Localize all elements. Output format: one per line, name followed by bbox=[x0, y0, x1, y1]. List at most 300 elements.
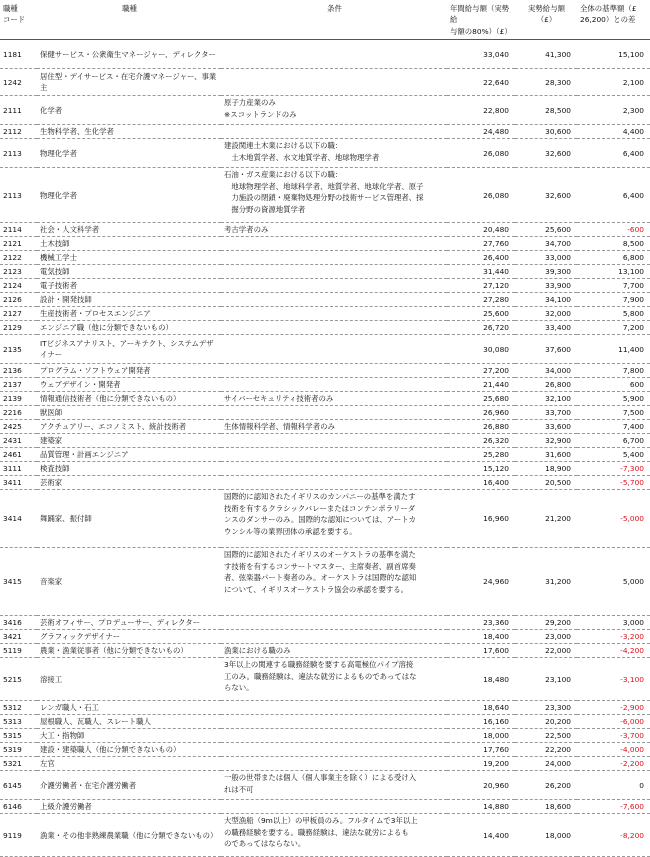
cell-diff: 7,900 bbox=[577, 293, 650, 307]
cell-code: 3421 bbox=[0, 630, 37, 644]
condition-line: 者、弦楽器パート奏者のみ。オーケストラは国際的な認知 bbox=[224, 573, 417, 583]
condition-line: 考古学者のみ bbox=[224, 225, 269, 235]
cell-job: 獣医師 bbox=[37, 406, 221, 420]
cell-salary80: 16,160 bbox=[447, 715, 515, 729]
cell-salary: 20,500 bbox=[515, 476, 577, 490]
cell-diff: 6,700 bbox=[577, 434, 650, 448]
cell-salary80: 18,000 bbox=[447, 729, 515, 743]
cell-salary80: 20,960 bbox=[447, 771, 515, 800]
cell-code: 6146 bbox=[0, 800, 37, 814]
cell-salary: 31,600 bbox=[515, 448, 577, 462]
cell-salary80: 18,400 bbox=[447, 630, 515, 644]
table-row bbox=[0, 335, 650, 364]
cell-diff: 6,400 bbox=[577, 139, 650, 168]
condition-line: 建設関連土木業における以下の職： bbox=[224, 141, 343, 151]
cell-condition bbox=[221, 462, 447, 476]
cell-salary: 23,300 bbox=[515, 701, 577, 715]
cell-code: 5321 bbox=[0, 757, 37, 771]
cell-salary: 25,600 bbox=[515, 223, 577, 237]
table-row bbox=[0, 729, 650, 743]
cell-job: 化学者 bbox=[37, 96, 221, 125]
table-row bbox=[0, 406, 650, 420]
cell-salary: 33,000 bbox=[515, 251, 577, 265]
cell-salary80: 19,200 bbox=[447, 757, 515, 771]
cell-salary80: 26,080 bbox=[447, 139, 515, 168]
cell-code: 2425 bbox=[0, 420, 37, 434]
condition-line: ※スコットランドのみ bbox=[224, 109, 297, 119]
cell-salary80: 25,680 bbox=[447, 392, 515, 406]
cell-condition bbox=[221, 434, 447, 448]
table-row bbox=[0, 279, 650, 293]
table-row bbox=[0, 223, 650, 237]
cell-salary: 26,800 bbox=[515, 378, 577, 392]
cell-salary: 33,700 bbox=[515, 406, 577, 420]
cell-job: 保健サービス・公衆衛生マネージャー、ディレクター bbox=[37, 40, 221, 69]
table-row bbox=[0, 265, 650, 279]
condition-line: 原子力産業のみ bbox=[224, 98, 276, 108]
condition-line: 国際的に認知されたイギリスのオーケストラの基準を満た bbox=[224, 550, 416, 560]
cell-salary80: 26,720 bbox=[447, 321, 515, 335]
cell-salary: 28,500 bbox=[515, 96, 577, 125]
cell-job: 居住型・デイサービス・在宅介護マネージャー、事業主 bbox=[37, 69, 221, 96]
cell-job: 音楽家 bbox=[37, 548, 221, 616]
cell-job: アクチュアリー、エコノミスト、統計技術者 bbox=[37, 420, 221, 434]
table-row bbox=[0, 814, 650, 857]
condition-line: 掘分野の資源地質学者 bbox=[224, 204, 306, 214]
cell-diff: -2,900 bbox=[577, 701, 650, 715]
cell-condition bbox=[221, 251, 447, 265]
cell-salary: 29,200 bbox=[515, 616, 577, 630]
cell-diff: -7,600 bbox=[577, 800, 650, 814]
cell-code: 2431 bbox=[0, 434, 37, 448]
cell-code: 3411 bbox=[0, 476, 37, 490]
header-condition: 条件 bbox=[221, 0, 447, 40]
cell-job: グラフィックデザイナー bbox=[37, 630, 221, 644]
cell-job: 検査技師 bbox=[37, 462, 221, 476]
cell-salary: 32,900 bbox=[515, 434, 577, 448]
cell-salary: 33,600 bbox=[515, 420, 577, 434]
cell-condition bbox=[221, 293, 447, 307]
cell-diff: 2,300 bbox=[577, 96, 650, 125]
cell-job: 介護労働者・在宅介護労働者 bbox=[37, 771, 221, 800]
table-row bbox=[0, 462, 650, 476]
table-row bbox=[0, 548, 650, 616]
cell-salary: 21,200 bbox=[515, 490, 577, 548]
cell-job: 電子技術者 bbox=[37, 279, 221, 293]
cell-salary80: 17,760 bbox=[447, 743, 515, 757]
cell-salary80: 27,760 bbox=[447, 237, 515, 251]
cell-condition bbox=[221, 771, 447, 800]
condition-line: 石油・ガス産業における以下の職： bbox=[224, 170, 343, 180]
table-row bbox=[0, 251, 650, 265]
cell-code: 2121 bbox=[0, 237, 37, 251]
cell-salary: 33,400 bbox=[515, 321, 577, 335]
table-row bbox=[0, 800, 650, 814]
cell-condition bbox=[221, 729, 447, 743]
table-row bbox=[0, 364, 650, 378]
table-row bbox=[0, 701, 650, 715]
condition-line: ウンシル等の業界団体の承認を要する。 bbox=[224, 526, 357, 536]
cell-job: 電気技師 bbox=[37, 265, 221, 279]
table-row bbox=[0, 630, 650, 644]
cell-salary: 32,000 bbox=[515, 307, 577, 321]
cell-salary: 18,000 bbox=[515, 814, 577, 857]
cell-code: 5315 bbox=[0, 729, 37, 743]
cell-condition bbox=[221, 223, 447, 237]
table-row bbox=[0, 40, 650, 69]
cell-diff: 6,800 bbox=[577, 251, 650, 265]
cell-salary: 37,600 bbox=[515, 335, 577, 364]
cell-salary80: 15,120 bbox=[447, 462, 515, 476]
cell-condition bbox=[221, 237, 447, 251]
table-row bbox=[0, 168, 650, 223]
table-row bbox=[0, 476, 650, 490]
cell-salary: 22,500 bbox=[515, 729, 577, 743]
cell-job: 機械工学士 bbox=[37, 251, 221, 265]
cell-condition bbox=[221, 644, 447, 658]
condition-line: れは不可 bbox=[224, 784, 254, 794]
header-salary80: 年間給与額（実勢給 与額の80%）（£） bbox=[447, 0, 515, 40]
condition-line: 工のみ。職務経験は、違法な就労によるものであってはな bbox=[224, 671, 417, 681]
cell-condition bbox=[221, 743, 447, 757]
cell-salary: 28,300 bbox=[515, 69, 577, 96]
table-row bbox=[0, 237, 650, 251]
cell-code: 2129 bbox=[0, 321, 37, 335]
condition-line: 一般の世帯または個人（個人事業主を除く）による受け入 bbox=[224, 773, 417, 783]
cell-salary80: 17,600 bbox=[447, 644, 515, 658]
table-row bbox=[0, 490, 650, 548]
cell-job: 情報通信技術者（他に分類できないもの） bbox=[37, 392, 221, 406]
cell-salary80: 26,400 bbox=[447, 251, 515, 265]
table-row bbox=[0, 715, 650, 729]
cell-salary80: 26,080 bbox=[447, 168, 515, 223]
cell-salary: 22,200 bbox=[515, 743, 577, 757]
cell-condition bbox=[221, 448, 447, 462]
cell-salary80: 16,400 bbox=[447, 476, 515, 490]
cell-diff: 5,900 bbox=[577, 392, 650, 406]
cell-salary: 33,900 bbox=[515, 279, 577, 293]
cell-condition bbox=[221, 321, 447, 335]
cell-salary: 39,300 bbox=[515, 265, 577, 279]
cell-salary80: 25,600 bbox=[447, 307, 515, 321]
cell-diff: -6,000 bbox=[577, 715, 650, 729]
cell-code: 2124 bbox=[0, 279, 37, 293]
cell-code: 9119 bbox=[0, 814, 37, 857]
cell-salary: 32,600 bbox=[515, 168, 577, 223]
cell-code: 5312 bbox=[0, 701, 37, 715]
condition-line: ンスのダンサーのみ。国際的な認知については、アートカ bbox=[224, 515, 416, 525]
cell-salary: 23,000 bbox=[515, 630, 577, 644]
cell-salary80: 23,360 bbox=[447, 616, 515, 630]
cell-job: エンジニア職（他に分類できないもの） bbox=[37, 321, 221, 335]
cell-diff: -4,200 bbox=[577, 644, 650, 658]
cell-salary80: 27,200 bbox=[447, 364, 515, 378]
cell-code: 5319 bbox=[0, 743, 37, 757]
cell-code: 2111 bbox=[0, 96, 37, 125]
table-row bbox=[0, 378, 650, 392]
cell-diff: -3,700 bbox=[577, 729, 650, 743]
cell-condition bbox=[221, 800, 447, 814]
cell-salary: 32,600 bbox=[515, 139, 577, 168]
cell-salary: 34,000 bbox=[515, 364, 577, 378]
cell-condition bbox=[221, 658, 447, 701]
cell-salary: 18,600 bbox=[515, 800, 577, 814]
cell-code: 5215 bbox=[0, 658, 37, 701]
table-row bbox=[0, 96, 650, 125]
cell-job: 屋根職人、瓦職人、スレート職人 bbox=[37, 715, 221, 729]
cell-job: 舞踊家、振付師 bbox=[37, 490, 221, 548]
table-body bbox=[0, 40, 650, 857]
condition-line: 力施設の閉鎖・廃棄物処理分野の技術サービス管理者、採 bbox=[224, 193, 424, 203]
condition-line: 生体情報科学者、情報科学者のみ bbox=[224, 422, 335, 432]
cell-diff: 3,000 bbox=[577, 616, 650, 630]
cell-salary80: 21,440 bbox=[447, 378, 515, 392]
cell-salary: 26,200 bbox=[515, 771, 577, 800]
cell-job: 品質管理・計画エンジニア bbox=[37, 448, 221, 462]
cell-salary80: 22,800 bbox=[447, 96, 515, 125]
condition-line: サイバーセキュリティ技術者のみ bbox=[224, 394, 334, 404]
cell-diff: 7,700 bbox=[577, 279, 650, 293]
cell-code: 2113 bbox=[0, 168, 37, 223]
cell-salary80: 20,480 bbox=[447, 223, 515, 237]
cell-code: 5313 bbox=[0, 715, 37, 729]
cell-code: 2461 bbox=[0, 448, 37, 462]
cell-job: プログラム・ソフトウェア開発者 bbox=[37, 364, 221, 378]
cell-code: 6145 bbox=[0, 771, 37, 800]
cell-code: 3416 bbox=[0, 616, 37, 630]
table-row bbox=[0, 321, 650, 335]
cell-job: 建築家 bbox=[37, 434, 221, 448]
cell-code: 2127 bbox=[0, 307, 37, 321]
cell-job: 左官 bbox=[37, 757, 221, 771]
table-row bbox=[0, 125, 650, 139]
condition-line: 地球物理学者、地球科学者、地質学者、地球化学者、原子 bbox=[224, 181, 424, 191]
cell-code: 1242 bbox=[0, 69, 37, 96]
cell-code: 1181 bbox=[0, 40, 37, 69]
cell-condition bbox=[221, 125, 447, 139]
cell-salary80: 16,960 bbox=[447, 490, 515, 548]
cell-salary80: 14,880 bbox=[447, 800, 515, 814]
cell-condition bbox=[221, 96, 447, 125]
table-row bbox=[0, 307, 650, 321]
cell-diff: -7,300 bbox=[577, 462, 650, 476]
cell-salary80: 14,400 bbox=[447, 814, 515, 857]
cell-diff: 7,400 bbox=[577, 420, 650, 434]
cell-condition bbox=[221, 630, 447, 644]
cell-condition bbox=[221, 406, 447, 420]
cell-condition bbox=[221, 335, 447, 364]
cell-diff: -2,200 bbox=[577, 757, 650, 771]
cell-code: 2139 bbox=[0, 392, 37, 406]
cell-salary80: 18,640 bbox=[447, 701, 515, 715]
cell-condition bbox=[221, 392, 447, 406]
cell-code: 2113 bbox=[0, 139, 37, 168]
cell-code: 2137 bbox=[0, 378, 37, 392]
cell-condition bbox=[221, 69, 447, 96]
table-row bbox=[0, 392, 650, 406]
table-row bbox=[0, 757, 650, 771]
header-diff: 全体の基準額（£ 26,200）との差 bbox=[577, 0, 650, 40]
cell-job: 物理化学者 bbox=[37, 139, 221, 168]
cell-job: 物理化学者 bbox=[37, 168, 221, 223]
condition-line: 国際的に認知されたイギリスのカンパニーの基準を満たす bbox=[224, 492, 416, 502]
cell-job: 社会・人文科学者 bbox=[37, 223, 221, 237]
cell-code: 2216 bbox=[0, 406, 37, 420]
cell-code: 2114 bbox=[0, 223, 37, 237]
cell-job: 生産技術者・プロセスエンジニア bbox=[37, 307, 221, 321]
cell-code: 3415 bbox=[0, 548, 37, 616]
cell-job: 上級介護労働者 bbox=[37, 800, 221, 814]
cell-diff: 6,400 bbox=[577, 168, 650, 223]
cell-job: 農業・漁業従事者（他に分類できないもの） bbox=[37, 644, 221, 658]
cell-job: 芸術家 bbox=[37, 476, 221, 490]
cell-job: ITビジネスアナリスト、アーキテクト、システムデザイナー bbox=[37, 335, 221, 364]
cell-diff: 7,800 bbox=[577, 364, 650, 378]
cell-salary: 34,700 bbox=[515, 237, 577, 251]
cell-diff: -5,000 bbox=[577, 490, 650, 548]
cell-condition bbox=[221, 279, 447, 293]
cell-condition bbox=[221, 616, 447, 630]
cell-job: 大工・指物師 bbox=[37, 729, 221, 743]
table-row bbox=[0, 658, 650, 701]
cell-diff: 11,400 bbox=[577, 335, 650, 364]
table-row bbox=[0, 616, 650, 630]
cell-diff: 8,500 bbox=[577, 237, 650, 251]
cell-condition bbox=[221, 476, 447, 490]
condition-line: 技術を有するクラシックバレーまたはコンテンポラリーダ bbox=[224, 503, 416, 513]
cell-diff: 13,100 bbox=[577, 265, 650, 279]
table-header-row bbox=[0, 0, 650, 40]
cell-job: 生物科学者、生化学者 bbox=[37, 125, 221, 139]
cell-diff: 600 bbox=[577, 378, 650, 392]
cell-diff: 7,500 bbox=[577, 406, 650, 420]
cell-condition bbox=[221, 490, 447, 548]
cell-diff: 0 bbox=[577, 771, 650, 800]
cell-condition bbox=[221, 307, 447, 321]
cell-diff: -4,000 bbox=[577, 743, 650, 757]
condition-line: 漁業における職のみ bbox=[224, 646, 291, 656]
cell-diff: 15,100 bbox=[577, 40, 650, 69]
cell-condition bbox=[221, 715, 447, 729]
cell-diff: -8,200 bbox=[577, 814, 650, 857]
condition-line: 3年以上の関連する職務経験を要する高電極位パイプ溶接 bbox=[224, 660, 414, 670]
cell-salary80: 24,960 bbox=[447, 548, 515, 616]
cell-salary: 23,100 bbox=[515, 658, 577, 701]
cell-salary80: 25,280 bbox=[447, 448, 515, 462]
cell-condition bbox=[221, 378, 447, 392]
condition-line: す技術を有するコンサートマスター、主席奏者、副首席奏 bbox=[224, 561, 416, 571]
table-row bbox=[0, 293, 650, 307]
cell-salary80: 33,040 bbox=[447, 40, 515, 69]
cell-salary80: 18,480 bbox=[447, 658, 515, 701]
cell-salary: 20,200 bbox=[515, 715, 577, 729]
cell-diff: -5,700 bbox=[577, 476, 650, 490]
cell-diff: -3,200 bbox=[577, 630, 650, 644]
table-row bbox=[0, 644, 650, 658]
cell-salary80: 27,280 bbox=[447, 293, 515, 307]
cell-code: 2122 bbox=[0, 251, 37, 265]
cell-diff: -3,100 bbox=[577, 658, 650, 701]
cell-diff: 5,800 bbox=[577, 307, 650, 321]
cell-code: 2135 bbox=[0, 335, 37, 364]
cell-condition bbox=[221, 139, 447, 168]
cell-condition bbox=[221, 701, 447, 715]
cell-salary80: 26,320 bbox=[447, 434, 515, 448]
cell-job: 溶接工 bbox=[37, 658, 221, 701]
cell-job: 芸術オフィサー、プロデューサー、ディレクター bbox=[37, 616, 221, 630]
table-row bbox=[0, 69, 650, 96]
cell-salary80: 24,480 bbox=[447, 125, 515, 139]
cell-salary80: 26,960 bbox=[447, 406, 515, 420]
cell-salary80: 30,080 bbox=[447, 335, 515, 364]
cell-job: 漁業・その他非熟練農業職（他に分類できないもの） bbox=[37, 814, 221, 857]
cell-job: ウェブデザイン・開発者 bbox=[37, 378, 221, 392]
table-row bbox=[0, 448, 650, 462]
table-row bbox=[0, 434, 650, 448]
table-row bbox=[0, 420, 650, 434]
condition-line: の職務経験を要する。職務経験は、違法な就労によるも bbox=[224, 827, 409, 837]
table-row bbox=[0, 771, 650, 800]
cell-condition bbox=[221, 364, 447, 378]
cell-code: 2123 bbox=[0, 265, 37, 279]
cell-condition bbox=[221, 265, 447, 279]
cell-diff: 4,400 bbox=[577, 125, 650, 139]
cell-salary80: 31,440 bbox=[447, 265, 515, 279]
cell-condition bbox=[221, 420, 447, 434]
cell-code: 2126 bbox=[0, 293, 37, 307]
cell-salary: 24,000 bbox=[515, 757, 577, 771]
cell-diff: -600 bbox=[577, 223, 650, 237]
cell-diff: 5,000 bbox=[577, 548, 650, 616]
cell-condition bbox=[221, 814, 447, 857]
condition-line: のであってはならない。 bbox=[224, 839, 306, 849]
cell-job: 土木技師 bbox=[37, 237, 221, 251]
header-job: 職種 bbox=[37, 0, 221, 40]
cell-code: 3414 bbox=[0, 490, 37, 548]
cell-salary: 41,300 bbox=[515, 40, 577, 69]
cell-job: 設計・開発技師 bbox=[37, 293, 221, 307]
cell-code: 2136 bbox=[0, 364, 37, 378]
cell-salary80: 27,120 bbox=[447, 279, 515, 293]
cell-diff: 7,200 bbox=[577, 321, 650, 335]
cell-salary: 31,200 bbox=[515, 548, 577, 616]
cell-condition bbox=[221, 548, 447, 616]
condition-line: 大型漁船（9m以上）の甲板員のみ。フルタイムで3年以上 bbox=[224, 816, 418, 826]
cell-code: 2112 bbox=[0, 125, 37, 139]
cell-diff: 2,100 bbox=[577, 69, 650, 96]
table-row bbox=[0, 743, 650, 757]
condition-line: 土木地質学者、水文地質学者、地球物理学者 bbox=[224, 152, 380, 162]
cell-diff: 5,400 bbox=[577, 448, 650, 462]
cell-condition bbox=[221, 757, 447, 771]
condition-line: について、イギリスオーケストラ協会の承認を要する。 bbox=[224, 584, 409, 594]
header-code: 職種 コード bbox=[0, 0, 37, 40]
cell-condition bbox=[221, 168, 447, 223]
cell-job: 建設・建築職人（他に分類できないもの） bbox=[37, 743, 221, 757]
cell-job: レンガ職人・石工 bbox=[37, 701, 221, 715]
condition-line: らない。 bbox=[224, 683, 254, 693]
cell-salary: 18,900 bbox=[515, 462, 577, 476]
cell-salary: 22,000 bbox=[515, 644, 577, 658]
cell-code: 5119 bbox=[0, 644, 37, 658]
cell-salary80: 22,640 bbox=[447, 69, 515, 96]
cell-salary: 32,100 bbox=[515, 392, 577, 406]
cell-salary: 34,100 bbox=[515, 293, 577, 307]
header-salary: 実勢給与額 （£） bbox=[515, 0, 577, 40]
cell-salary80: 26,880 bbox=[447, 420, 515, 434]
cell-salary: 30,600 bbox=[515, 125, 577, 139]
cell-condition bbox=[221, 40, 447, 69]
